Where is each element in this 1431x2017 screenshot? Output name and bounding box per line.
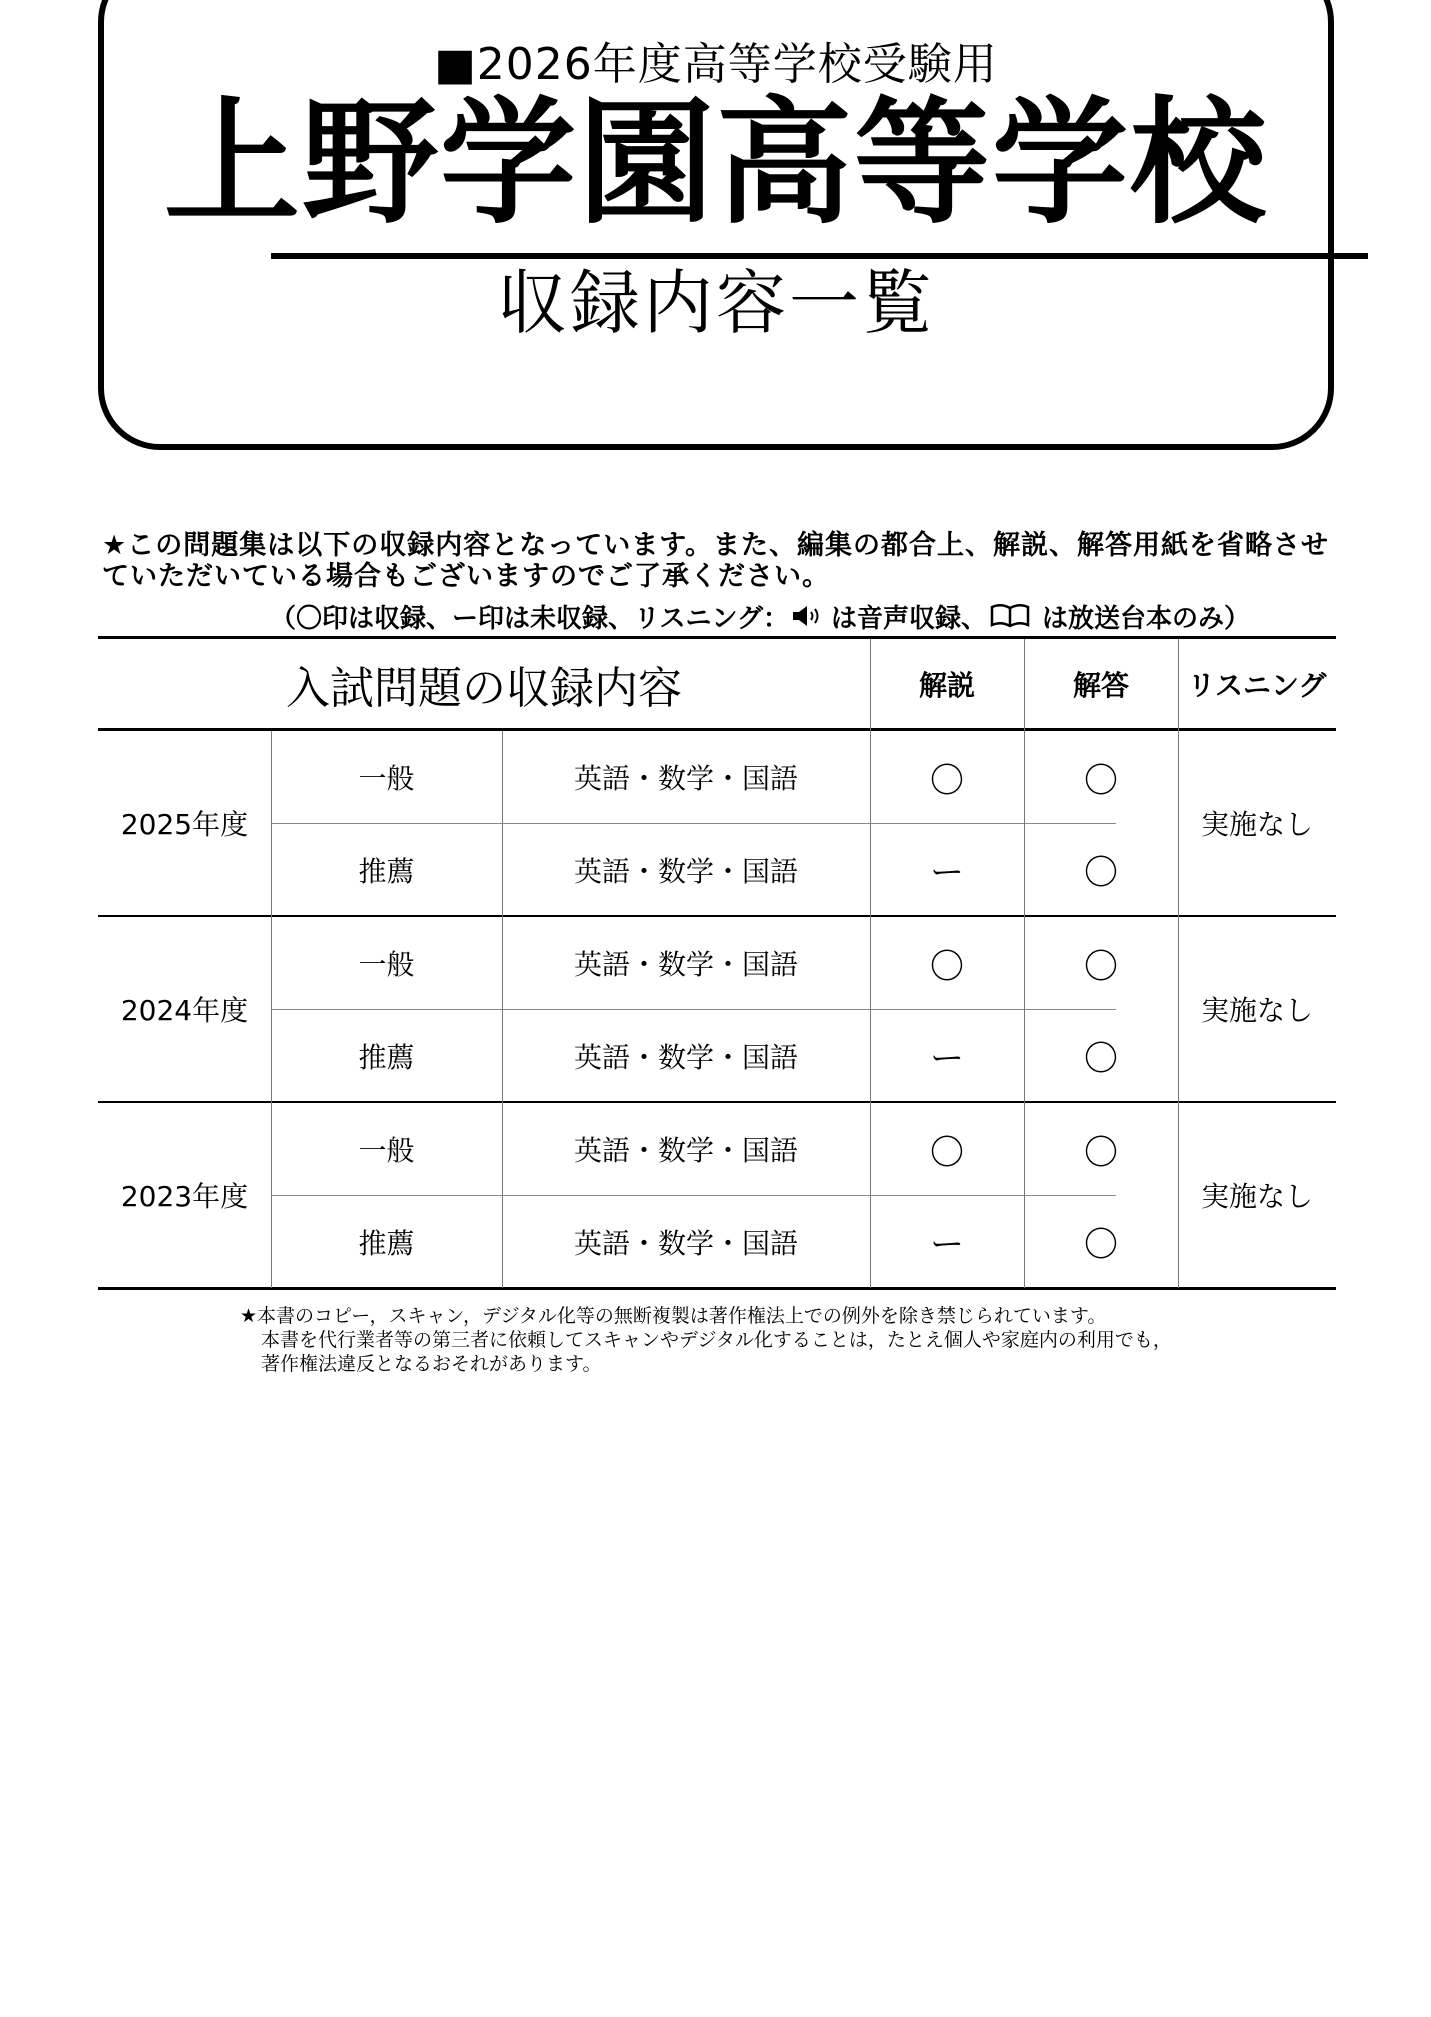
- copyright-notice: [240, 1304, 1340, 1376]
- header-box: [98, 0, 1334, 450]
- book-icon: [990, 602, 1030, 637]
- explanation-mark: ー: [930, 853, 964, 893]
- explanation-mark: 〇: [930, 1132, 964, 1173]
- exam-type: 推薦: [358, 1040, 415, 1074]
- explanation-mark: ー: [930, 1225, 964, 1265]
- answer-mark: 〇: [1084, 760, 1118, 801]
- exam-type: 一般: [358, 762, 415, 795]
- legend-text-1: （〇印は収録、ー印は未収録、リスニング：: [270, 604, 789, 634]
- header-explanation: 解説: [918, 668, 975, 702]
- answer-mark: 〇: [1084, 1039, 1118, 1079]
- subjects: 英語・数学・国語: [573, 762, 798, 795]
- title-underline: [271, 253, 1368, 259]
- year-label: 2025年度: [120, 808, 249, 841]
- exam-type: 一般: [358, 948, 415, 981]
- table-bottom-border: [98, 1287, 1336, 1290]
- legend-text-3: は放送台本のみ）: [1032, 604, 1251, 634]
- copyright-line: 本書を代行業者等の第三者に依頼してスキャンやデジタル化することは，たとえ個人や家庭内の利用でも，: [261, 1329, 1172, 1351]
- subjects: 英語・数学・国語: [573, 948, 798, 981]
- exam-type: 推薦: [358, 1226, 415, 1260]
- exam-year-label: ■2026年度高等学校受験用: [434, 39, 998, 90]
- legend-text-2: は音声収録、: [830, 604, 987, 634]
- answer-mark: 〇: [1084, 946, 1118, 987]
- answer-mark: 〇: [1084, 1225, 1118, 1265]
- subjects: 英語・数学・国語: [573, 1226, 798, 1260]
- notice-text: ★この問題集は以下の収録内容となっています。また、編集の都合上、解説、解答用紙を省略させていただいている場合もございますのでご了承ください。: [102, 530, 1330, 592]
- header-contents: 入試問題の収録内容: [286, 662, 682, 714]
- subjects: 英語・数学・国語: [573, 1040, 798, 1074]
- explanation-mark: 〇: [930, 760, 964, 801]
- legend: [270, 598, 1370, 637]
- school-name-title: 上野学園高等学校: [164, 85, 1268, 243]
- speaker-icon: [792, 604, 828, 635]
- year-label: 2024年度: [120, 994, 249, 1027]
- exam-type: 推薦: [358, 854, 415, 888]
- answer-mark: 〇: [1084, 1132, 1118, 1173]
- listening-status: 実施なし: [1200, 1180, 1313, 1213]
- header-answer: 解答: [1072, 668, 1129, 702]
- contents-table: [98, 636, 1336, 1288]
- year-label: 2023年度: [120, 1180, 249, 1213]
- subjects: 英語・数学・国語: [573, 854, 798, 888]
- listening-status: 実施なし: [1200, 808, 1313, 841]
- exam-type: 一般: [358, 1134, 415, 1167]
- answer-mark: 〇: [1084, 853, 1118, 893]
- copyright-line: 著作権法違反となるおそれがあります。: [261, 1353, 602, 1375]
- subjects: 英語・数学・国語: [573, 1134, 798, 1167]
- explanation-mark: ー: [930, 1039, 964, 1079]
- copyright-line: ★本書のコピー，スキャン，デジタル化等の無断複製は著作権法上での例外を除き禁じられています。: [240, 1305, 1107, 1327]
- header-listening: リスニング: [1187, 668, 1327, 702]
- page-subtitle: 収録内容一覧: [497, 262, 935, 344]
- listening-status: 実施なし: [1200, 994, 1313, 1027]
- explanation-mark: 〇: [930, 946, 964, 987]
